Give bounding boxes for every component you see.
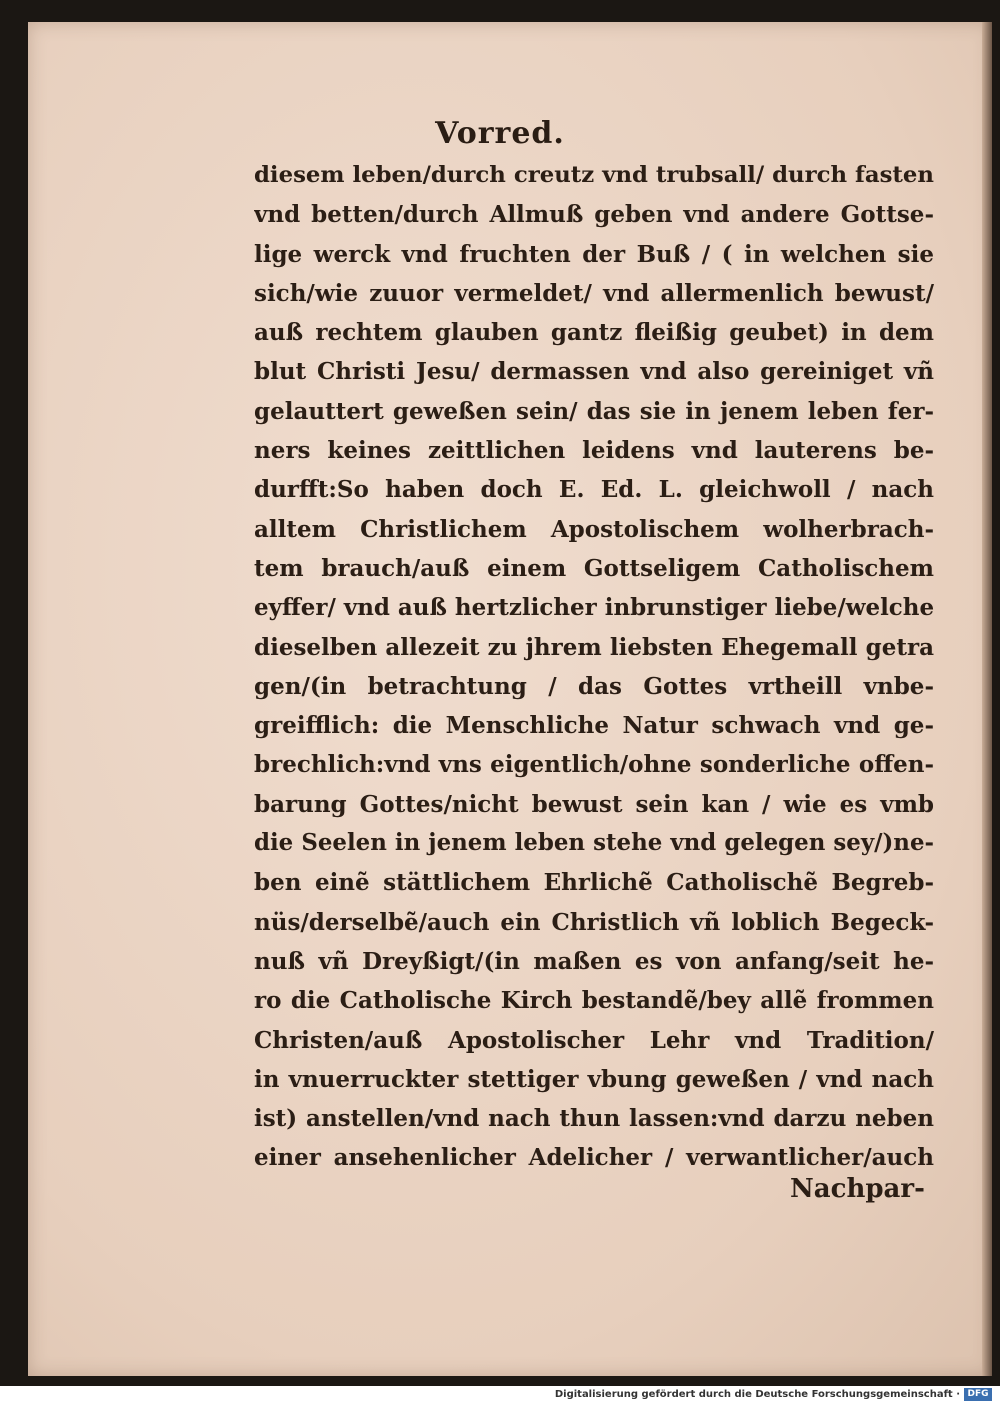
text-line: nuß vñ Dreyßigt/(in maßen es von anfang/seit he- xyxy=(254,947,934,975)
funding-credit: Digitalisierung gefördert durch die Deutsche Forschungsgemeinschaft · xyxy=(554,1389,960,1400)
text-line: sich/wie zuuor vermeldet/ vnd allermenlich bewust/ xyxy=(254,279,934,307)
text-line: die Seelen in jenem leben stehe vnd gelegen sey/)ne- xyxy=(254,830,934,857)
text-line: auß rechtem glauben gantz fleißig geubet) in dem xyxy=(254,319,934,347)
page-edge xyxy=(982,22,992,1376)
running-head: Vorred. xyxy=(435,116,565,151)
text-line: einer ansehenlicher Adelicher / verwantlicher/auch xyxy=(254,1144,934,1172)
footer-bar xyxy=(0,1386,1000,1404)
text-line: greifflich: die Menschliche Natur schwach vnd ge- xyxy=(254,712,934,740)
text-line: ben einẽ stättlichem Ehrlichẽ Catholischẽ Begreb- xyxy=(254,869,934,897)
body-text xyxy=(254,156,934,1178)
text-line: ist) anstellen/vnd nach thun lassen:vnd darzu neben xyxy=(254,1105,934,1133)
dfg-logo: DFG xyxy=(964,1388,992,1401)
text-line: brechlich:vnd vns eigentlich/ohne sonderliche offen- xyxy=(254,751,934,779)
text-line: Christen/auß Apostolischer Lehr vnd Tradition/ xyxy=(254,1026,934,1054)
text-line: tem brauch/auß einem Gottseligem Catholischem xyxy=(254,554,934,582)
text-line: gen/(in betrachtung / das Gottes vrtheill vnbe- xyxy=(254,672,934,700)
text-line: barung Gottes/nicht bewust sein kan / wie es vmb xyxy=(254,790,934,818)
text-line: diesem leben/durch creutz vnd trubsall/ durch fasten xyxy=(254,162,934,188)
text-line: in vnuerruckter stettiger vbung geweßen / vnd nach xyxy=(254,1065,934,1093)
text-line: alltem Christlichem Apostolischem wolherbrach- xyxy=(254,515,934,543)
text-line: blut Christi Jesu/ dermassen vnd also gereiniget vñ xyxy=(254,358,934,386)
text-line: nüs/derselbẽ/auch ein Christlich vñ loblich Begeck- xyxy=(254,908,934,936)
text-line: ro die Catholische Kirch bestandẽ/bey allẽ frommen xyxy=(254,987,934,1015)
text-line: dieselben allezeit zu jhrem liebsten Ehegemall getra xyxy=(254,633,934,661)
text-line: lige werck vnd fruchten der Buß / ( in welchen sie xyxy=(254,240,934,268)
text-line: gelauttert geweßen sein/ das sie in jenem leben fer- xyxy=(254,397,934,425)
text-line: ners keines zeittlichen leidens vnd lauterens be- xyxy=(254,437,934,465)
text-line: vnd betten/durch Allmuß geben vnd andere Gottse- xyxy=(254,201,934,229)
catchword: Nachpar- xyxy=(790,1174,925,1204)
text-line: durfft:So haben doch E. Ed. L. gleichwoll / nach xyxy=(254,476,934,504)
text-line: eyffer/ vnd auß hertzlicher inbrunstiger liebe/welche xyxy=(254,594,934,622)
